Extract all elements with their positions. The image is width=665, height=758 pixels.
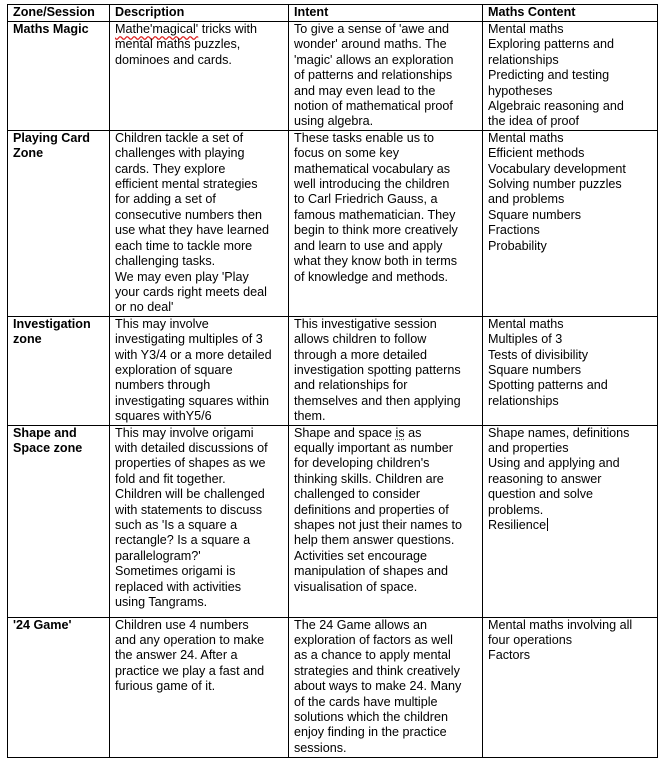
table-row <box>8 130 658 316</box>
cell-line: visualisation of space. <box>294 579 418 594</box>
cell-line: each time to tackle more <box>115 238 253 253</box>
cell-line: squares withY5/6 <box>115 409 212 424</box>
cell-line: Space zone <box>13 440 83 455</box>
cell-line: about ways to make 24. Many <box>294 679 462 694</box>
cell-line: with Y3/4 or a more detailed <box>115 347 272 362</box>
cell-intent[interactable] <box>289 425 483 617</box>
cell-line: Mental maths involving all <box>488 617 633 632</box>
cell-line: fold and fit together. <box>115 471 226 486</box>
cell-line: for developing children's <box>294 456 430 471</box>
cell-line: definitions and properties of <box>294 502 449 517</box>
cell-line: manipulation of shapes and <box>294 564 449 579</box>
cell-line: and any operation to make <box>115 632 265 647</box>
cell-line: exploration of square <box>115 362 233 377</box>
cell-line: Maths Magic <box>13 22 89 36</box>
cell-line: Vocabulary development <box>488 161 626 176</box>
cell-line: relationships <box>488 52 559 67</box>
table-row <box>8 22 658 131</box>
cell-line: and problems <box>488 192 565 207</box>
cell-zone[interactable] <box>8 617 110 757</box>
cell-line: zone <box>13 332 42 347</box>
cell-line: replaced with activities <box>115 579 241 594</box>
cell-maths[interactable] <box>483 22 658 131</box>
cell-line: numbers through <box>115 378 211 393</box>
cell-line: the answer 24. After a <box>115 648 238 663</box>
cell-description[interactable] <box>110 22 289 131</box>
cell-line: rectangle? Is a square a <box>115 533 251 548</box>
cell-line: equally important as number <box>294 440 453 455</box>
cell-line: cards. They explore <box>115 161 226 176</box>
text-cursor <box>547 518 548 531</box>
cell-line: mental maths puzzles, <box>115 37 241 52</box>
cell-zone[interactable] <box>8 22 110 131</box>
cell-line: investigating multiples of 3 <box>115 332 263 347</box>
cell-line: Multiples of 3 <box>488 332 563 347</box>
cell-line: Shape names, definitions <box>488 425 630 440</box>
cell-line: exploration of factors as well <box>294 632 453 647</box>
cell-line: your cards right meets deal <box>115 284 267 299</box>
header-row <box>8 5 658 22</box>
cell-line: Mathe'magical' tricks with <box>115 22 257 36</box>
cell-line: reasoning to answer <box>488 471 602 486</box>
cell-line: them. <box>294 409 326 424</box>
table-row <box>8 425 658 617</box>
cell-line: sessions. <box>294 740 347 755</box>
cell-line: of patterns and relationships <box>294 68 453 83</box>
cell-line: parallelogram?' <box>115 548 201 563</box>
cell-line: shapes not just their names to <box>294 518 463 532</box>
cell-line: wonder' around maths. The <box>294 37 447 52</box>
header-maths-content: Maths Content <box>483 5 658 22</box>
cell-line: or no deal' <box>115 300 174 315</box>
cell-line: begin to think more creatively <box>294 223 458 238</box>
cell-line: using Tangrams. <box>115 595 208 610</box>
cell-line: Children tackle a set of <box>115 130 244 145</box>
cell-line: practice we play a fast and <box>115 663 265 678</box>
cell-line: Using and applying and <box>488 456 620 471</box>
cell-line: Mental maths <box>488 22 564 36</box>
cell-line: Factors <box>488 648 530 663</box>
cell-line: allows children to follow <box>294 332 427 347</box>
cell-line: Exploring patterns and <box>488 37 615 52</box>
table-row <box>8 617 658 757</box>
cell-line: Children will be challenged <box>115 487 265 502</box>
cell-maths[interactable] <box>483 130 658 316</box>
cell-line: To give a sense of 'awe and <box>294 22 450 36</box>
cell-line: for adding a set of <box>115 192 216 207</box>
cell-line: problems. <box>488 502 544 517</box>
cell-line: focus on some key <box>294 146 399 161</box>
cell-line: as a chance to apply mental <box>294 648 451 663</box>
cell-line: question and solve <box>488 487 594 502</box>
cell-intent[interactable] <box>289 617 483 757</box>
cell-zone[interactable] <box>8 425 110 617</box>
cell-line: challenged to consider <box>294 487 421 502</box>
cell-line: use what they have learned <box>115 223 270 238</box>
cell-line: with statements to discuss <box>115 502 262 517</box>
cell-line: hypotheses <box>488 83 553 98</box>
cell-line: strategies and think creatively <box>294 663 460 678</box>
cell-maths[interactable] <box>483 425 658 617</box>
cell-description[interactable] <box>110 130 289 316</box>
cell-line: Predicting and testing <box>488 68 610 83</box>
cell-line: help them answer questions. <box>294 533 455 548</box>
cell-line: Children use 4 numbers <box>115 617 249 632</box>
cell-line: Spotting patterns and <box>488 378 608 393</box>
cell-line: famous mathematician. They <box>294 207 456 222</box>
cell-line: furious game of it. <box>115 679 216 694</box>
cell-line: four operations <box>488 632 573 647</box>
cell-maths[interactable] <box>483 316 658 425</box>
cell-line: solutions which the children <box>294 710 449 724</box>
cell-line: themselves and then applying <box>294 393 461 408</box>
header-intent: Intent <box>289 5 483 22</box>
cell-line: with detailed discussions of <box>115 440 268 455</box>
cell-line: Mental maths <box>488 316 564 331</box>
cell-maths[interactable] <box>483 617 658 757</box>
cell-line: to Carl Friedrich Gauss, a <box>294 192 438 207</box>
cell-line: Fractions <box>488 223 540 238</box>
cell-line: mathematical vocabulary as <box>294 161 451 176</box>
cell-line: and may even lead to the <box>294 83 436 98</box>
grammar-mark: is <box>395 425 405 440</box>
cell-line: Square numbers <box>488 207 582 222</box>
cell-zone[interactable] <box>8 130 110 316</box>
cell-line: investigation spotting patterns <box>294 362 461 377</box>
cell-line: This may involve <box>115 316 209 331</box>
cell-line: Resilience <box>488 518 547 532</box>
spellcheck-mark: Mathe'magical' <box>115 22 199 36</box>
cell-line: well introducing the children <box>294 177 450 192</box>
cell-line: investigating squares within <box>115 393 270 408</box>
cell-line: Investigation <box>13 316 91 331</box>
cell-line: what they know both in terms <box>294 254 458 269</box>
cell-intent[interactable] <box>289 316 483 425</box>
cell-zone[interactable] <box>8 316 110 425</box>
cell-line: We may even play 'Play <box>115 269 249 284</box>
cell-line: Algebraic reasoning and <box>488 99 624 114</box>
cell-line: The 24 Game allows an <box>294 617 428 632</box>
cell-description[interactable] <box>110 316 289 425</box>
cell-line: challenging tasks. <box>115 254 216 269</box>
cell-line: This may involve origami <box>115 425 254 440</box>
cell-line: Shape and space is as <box>294 425 422 440</box>
cell-line: relationships <box>488 393 559 408</box>
cell-line: These tasks enable us to <box>294 130 435 145</box>
cell-line: consecutive numbers then <box>115 207 263 222</box>
table-row <box>8 316 658 425</box>
cell-line: and learn to use and apply <box>294 238 443 253</box>
cell-line: through a more detailed <box>294 347 428 362</box>
cell-description[interactable] <box>110 617 289 757</box>
cell-line: Square numbers <box>488 362 582 377</box>
cell-line: '24 Game' <box>13 617 72 632</box>
cell-line: Mental maths <box>488 130 564 145</box>
cell-line: using algebra. <box>294 114 374 129</box>
cell-line: Zone <box>13 146 44 161</box>
cell-line: Activities set encourage <box>294 548 428 563</box>
cell-line: Shape and <box>13 425 77 440</box>
cell-description[interactable] <box>110 425 289 617</box>
cell-intent[interactable] <box>289 130 483 316</box>
cell-intent[interactable] <box>289 22 483 131</box>
cell-line: of the cards have multiple <box>294 694 438 709</box>
cell-line: Tests of divisibility <box>488 347 589 362</box>
cell-line: of knowledge and methods. <box>294 269 449 284</box>
cell-line: properties of shapes as we <box>115 456 266 471</box>
cell-line: enjoy finding in the practice <box>294 725 447 740</box>
cell-line: challenges with playing <box>115 146 245 161</box>
cell-line: 'magic' allows an exploration <box>294 52 454 67</box>
cell-line: notion of mathematical proof <box>294 99 453 114</box>
cell-line: and properties <box>488 440 569 455</box>
cell-line: This investigative session <box>294 316 437 331</box>
cell-line: thinking skills. Children are <box>294 471 444 486</box>
cell-line: Solving number puzzles <box>488 177 622 192</box>
cell-line: and relationships for <box>294 378 408 393</box>
cell-line: Probability <box>488 238 547 253</box>
cell-line: the idea of proof <box>488 114 580 129</box>
cell-line: such as 'Is a square a <box>115 518 238 532</box>
cell-line: Efficient methods <box>488 146 585 161</box>
cell-line: Playing Card <box>13 130 90 145</box>
zones-table <box>7 4 658 758</box>
header-zone: Zone/Session <box>8 5 110 22</box>
cell-line: dominoes and cards. <box>115 52 232 67</box>
header-description: Description <box>110 5 289 22</box>
cell-line: Sometimes origami is <box>115 564 236 579</box>
cell-line: efficient mental strategies <box>115 177 258 192</box>
